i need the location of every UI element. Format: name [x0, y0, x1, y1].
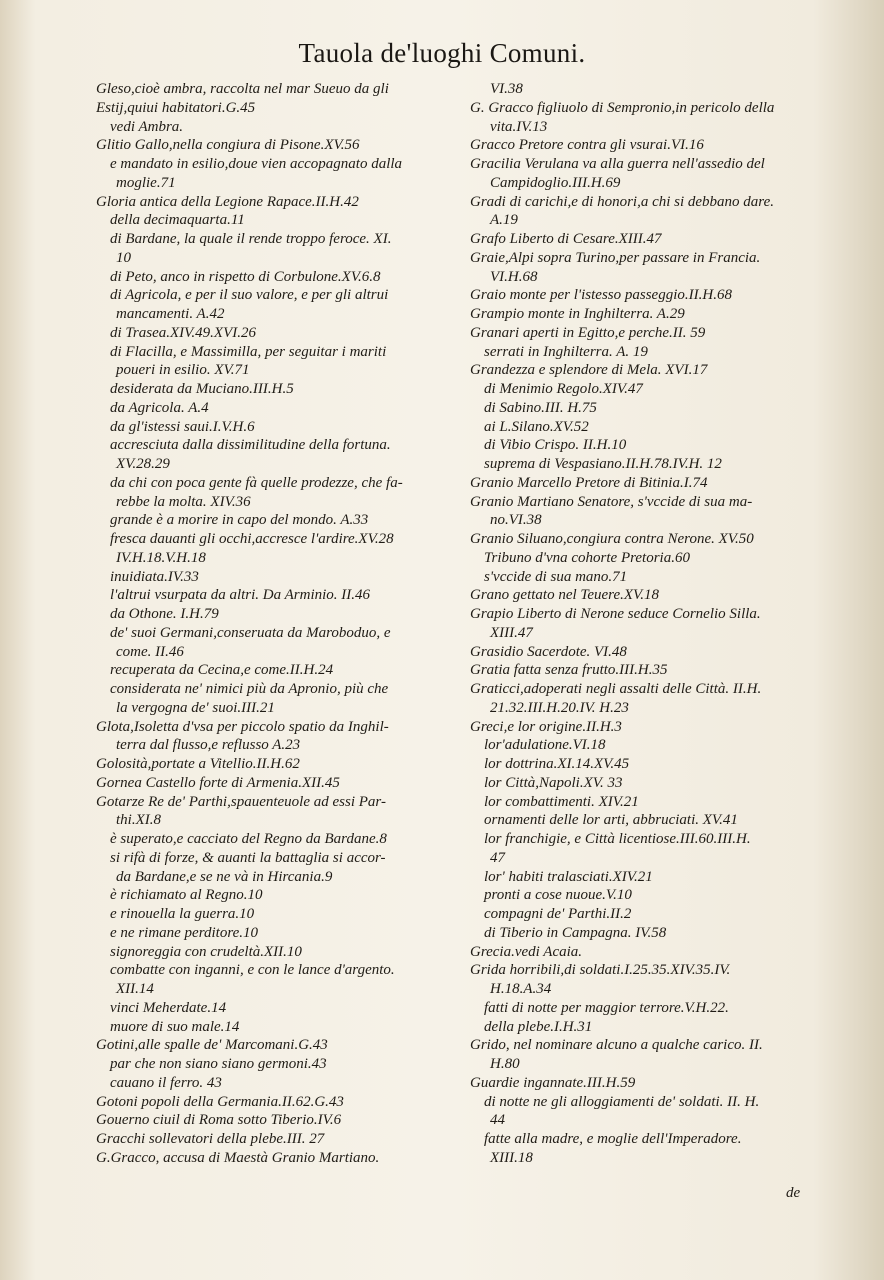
index-entry: di notte ne gli alloggiamenti de' soldati. II. H.: [484, 1093, 760, 1110]
index-entry: XV.28.29: [116, 456, 170, 472]
index-entry: di Agricola, e per il suo valore, e per gli altrui: [110, 287, 389, 304]
index-entry: thi.XI.8: [116, 812, 161, 829]
index-entry: XIII.18: [490, 1149, 533, 1166]
index-entry: XIII.47: [490, 624, 533, 641]
index-entry: Grapio Liberto di Nerone seduce Cornelio Silla.: [470, 606, 761, 622]
index-entry: mancamenti. A.42: [116, 306, 225, 322]
index-entry: terra dal flusso,e reflusso A.23: [116, 737, 301, 754]
index-entry: della decimaquarta.11: [110, 212, 245, 229]
index-entry: combatte con inganni, e con le lance d'argento.: [110, 962, 395, 979]
index-entry: Greci,e lor origine.II.H.3: [470, 718, 622, 735]
index-entry: l'altrui vsurpata da altri. Da Arminio. II.46: [110, 587, 371, 604]
index-entry: da Agricola. A.4: [110, 399, 209, 416]
index-entry: di Flacilla, e Massimilla, per seguitar i mariti: [110, 343, 387, 360]
index-entry: XII.14: [116, 981, 154, 997]
index-entry: lor franchigie, e Città licentiose.III.60.III.H.: [484, 831, 751, 847]
index-entry: H.80: [490, 1056, 520, 1072]
index-entry: da chi con poca gente fà quelle prodezze, che fa-: [110, 474, 403, 491]
index-entry: rebbe la molta. XIV.36: [116, 493, 251, 510]
index-column-right: [470, 80, 828, 1168]
index-entry: signoreggia con crudeltà.XII.10: [110, 943, 302, 960]
index-entry: lor combattimenti. XIV.21: [484, 793, 639, 810]
index-entry: Graio monte per l'istesso passeggio.II.H.68: [470, 287, 732, 304]
index-entry: no.VI.38: [490, 512, 542, 529]
index-entry: par che non siano siano germoni.43: [110, 1056, 327, 1072]
index-entry: vita.IV.13: [490, 118, 548, 135]
index-entry: VI.38: [490, 81, 523, 97]
index-entry: VI.H.68: [490, 268, 538, 285]
index-entry: fatti di notte per maggior terrore.V.H.22.: [484, 999, 729, 1016]
index-entry: s'vccide di sua mano.71: [484, 568, 628, 585]
index-entry: da Othone. I.H.79: [110, 606, 219, 622]
index-entry: 44: [490, 1112, 505, 1129]
index-entry: è superato,e cacciato del Regno da Bardane.8: [110, 831, 387, 847]
index-entry: Gotoni popoli della Germania.II.62.G.43: [96, 1093, 344, 1110]
index-entry: cauano il ferro. 43: [110, 1074, 222, 1091]
index-entry: Graticci,adoperati negli assalti delle Città. II.H.: [470, 681, 762, 697]
index-entry: G.Gracco, accusa di Maestà Granio Martiano.: [96, 1149, 380, 1166]
index-entry: ornamenti delle lor arti, abbruciati. XV.41: [484, 812, 738, 829]
index-entry: Grida horribili,di soldati.I.25.35.XIV.35.IV.: [470, 962, 731, 979]
index-entry: di Tiberio in Campagna. IV.58: [484, 924, 667, 941]
index-entry: muore di suo male.14: [110, 1018, 240, 1035]
index-entry: suprema di Vespasiano.II.H.78.IV.H. 12: [484, 456, 722, 472]
index-entry: lor'adulatione.VI.18: [484, 737, 606, 754]
index-entry: di Peto, anco in rispetto di Corbulone.XV.6.8: [110, 268, 381, 285]
index-entry: IV.H.18.V.H.18: [116, 549, 206, 566]
index-entry: Grecia.vedi Acaia.: [470, 943, 583, 960]
index-entry: poueri in esilio. XV.71: [116, 362, 250, 379]
index-entry: compagni de' Parthi.II.2: [484, 906, 632, 922]
index-entry: Gleso,cioè ambra, raccolta nel mar Sueuo da gli: [96, 81, 389, 97]
index-entry: lor Città,Napoli.XV. 33: [484, 774, 623, 791]
index-entry: 21.32.III.H.20.IV. H.23: [490, 699, 629, 716]
index-entry: fresca dauanti gli occhi,accresce l'ardire.XV.28: [110, 531, 394, 547]
index-entry: Grampio monte in Inghilterra. A.29: [470, 306, 685, 322]
index-entry: di Sabino.III. H.75: [484, 399, 597, 416]
index-entry: e mandato in esilio,doue vien accopagnato dalla: [110, 156, 403, 172]
index-entry: di Bardane, la quale il rende troppo feroce. XI.: [110, 231, 392, 247]
index-entry: lor' habiti tralasciati.XIV.21: [484, 868, 653, 885]
catchword: de: [786, 1185, 801, 1201]
index-entry: Grafo Liberto di Cesare.XIII.47: [470, 231, 662, 247]
index-entry: lor dottrina.XI.14.XV.45: [484, 756, 630, 772]
index-entry: come. II.46: [116, 643, 184, 660]
index-entry: Gloria antica della Legione Rapace.II.H.42: [96, 193, 359, 210]
index-entry: 47: [490, 849, 505, 866]
index-entry: Gouerno ciuil di Roma sotto Tiberio.IV.6: [96, 1112, 342, 1129]
index-entry: accresciuta dalla dissimilitudine della fortuna.: [110, 437, 391, 454]
index-entry: da gl'istessi saui.I.V.H.6: [110, 418, 255, 435]
index-entry: grande è a morire in capo del mondo. A.33: [110, 512, 369, 529]
index-entry: Grano gettato nel Teuere.XV.18: [470, 587, 660, 604]
index-entry: A.19: [490, 212, 518, 229]
index-entry: Gracilia Verulana va alla guerra nell'assedio del: [470, 156, 765, 172]
index-entry: Gornea Castello forte di Armenia.XII.45: [96, 774, 340, 791]
page-title: Tauola de'luoghi Comuni.: [298, 38, 586, 68]
index-entry: della plebe.I.H.31: [484, 1018, 593, 1035]
index-entry: Golosità,portate a Vitellio.II.H.62: [96, 756, 300, 772]
index-entry: Graie,Alpi sopra Turino,per passare in Francia.: [470, 249, 761, 266]
index-entry: di Menimio Regolo.XIV.47: [484, 381, 643, 397]
index-entry: H.18.A.34: [490, 981, 552, 997]
index-entry: de' suoi Germani,conseruata da Maroboduo, e: [110, 624, 391, 641]
index-entry: moglie.71: [116, 174, 176, 191]
index-entry: fatte alla madre, e moglie dell'Imperadore.: [484, 1131, 742, 1147]
index-entry: Grasidio Sacerdote. VI.48: [470, 643, 627, 660]
index-entry: considerata ne' nimici più da Apronio, più che: [110, 681, 389, 697]
index-entry: recuperata da Cecina,e come.II.H.24: [110, 662, 334, 679]
index-entry: Granio Siluano,congiura contra Nerone. XV.50: [470, 531, 754, 547]
index-entry: Grandezza e splendore di Mela. XVI.17: [470, 362, 708, 379]
index-entry: Gradi di carichi,e di honori,a chi si debbano dare.: [470, 193, 774, 210]
index-entry: di Trasea.XIV.49.XVI.26: [110, 324, 256, 341]
index-entry: G. Gracco figliuolo di Sempronio,in pericolo della: [470, 99, 775, 116]
index-entry: Gracco Pretore contra gli vsurai.VI.16: [470, 137, 704, 154]
index-entry: 10: [116, 249, 131, 266]
index-entry: Glitio Gallo,nella congiura di Pisone.XV.56: [96, 137, 360, 154]
index-entry: Tribuno d'vna cohorte Pretoria.60: [484, 549, 690, 566]
index-entry: Granio Marcello Pretore di Bitinia.I.74: [470, 474, 708, 491]
index-entry: Estij,quiui habitatori.G.45: [96, 99, 256, 116]
index-entry: desiderata da Muciano.III.H.5: [110, 381, 294, 397]
index-entry: vedi Ambra.: [110, 118, 184, 135]
index-entry: è richiamato al Regno.10: [110, 887, 263, 904]
index-entry: da Bardane,e se ne và in Hircania.9: [116, 868, 333, 885]
index-entry: ai L.Silano.XV.52: [484, 418, 589, 435]
index-entry: e rinouella la guerra.10: [110, 906, 255, 922]
index-entry: Grido, nel nominare alcuno a qualche carico. II.: [470, 1037, 763, 1054]
index-column-left: [96, 80, 468, 1168]
index-entry: di Vibio Crispo. II.H.10: [484, 437, 627, 454]
index-entry: Guardie ingannate.III.H.59: [470, 1074, 636, 1091]
index-entry: Glota,Isoletta d'vsa per piccolo spatio da Inghil-: [96, 718, 389, 735]
index-entry: Granari aperti in Egitto,e perche.II. 59: [470, 324, 706, 341]
index-entry: la vergogna de' suoi.III.21: [116, 699, 275, 716]
index-entry: e ne rimane perditore.10: [110, 924, 259, 941]
index-entry: Gratia fatta senza frutto.III.H.35: [470, 662, 668, 679]
index-entry: Gotini,alle spalle de' Marcomani.G.43: [96, 1037, 328, 1054]
index-entry: Gracchi sollevatori della plebe.III. 27: [96, 1131, 325, 1147]
index-entry: Gotarze Re de' Parthi,spauenteuole ad essi Par-: [96, 793, 386, 810]
index-entry: vinci Meherdate.14: [110, 999, 227, 1016]
index-entry: pronti a cose nuoue.V.10: [484, 887, 632, 904]
index-entry: Campidoglio.III.H.69: [490, 174, 621, 191]
index-entry: serrati in Inghilterra. A. 19: [484, 343, 648, 360]
index-entry: Granio Martiano Senatore, s'vccide di sua ma-: [470, 493, 753, 510]
index-entry: inuidiata.IV.33: [110, 568, 199, 585]
index-entry: si rifà di forze, & auanti la battaglia si accor-: [110, 849, 386, 866]
